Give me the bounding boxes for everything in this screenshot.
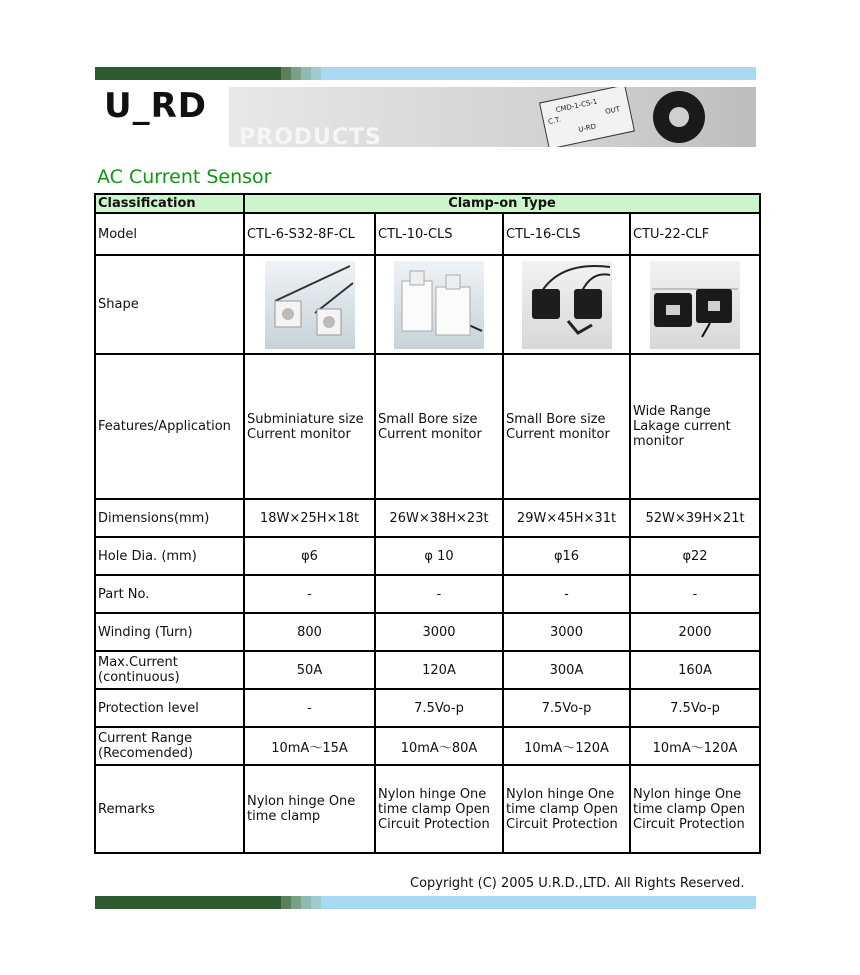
winding-cell: 2000 xyxy=(630,613,760,651)
classification-header: Classification xyxy=(95,194,244,213)
hole-cell: φ16 xyxy=(503,537,630,575)
clamp-on-type-header: Clamp-on Type xyxy=(244,194,760,213)
hole-cell: φ22 xyxy=(630,537,760,575)
range-cell: 10mA～80A xyxy=(375,727,503,765)
row-label: Features/Application xyxy=(95,354,244,499)
sensor-photo-ctl-6 xyxy=(265,261,355,349)
row-label: Dimensions(mm) xyxy=(95,499,244,537)
table-row xyxy=(95,354,760,499)
section-title: AC Current Sensor xyxy=(97,166,272,188)
max-current-cell: 160A xyxy=(630,651,760,689)
row-label: Model xyxy=(95,213,244,255)
hole-cell: φ6 xyxy=(244,537,375,575)
model-cell: CTL-10-CLS xyxy=(375,213,503,255)
remarks-cell: Nylon hinge One time clamp Open Circuit Protection xyxy=(503,765,630,853)
table-row xyxy=(95,651,760,689)
part-cell: - xyxy=(375,575,503,613)
table-row xyxy=(95,727,760,765)
max-current-cell: 300A xyxy=(503,651,630,689)
spec-table xyxy=(94,193,761,854)
dimensions-cell: 52W×39H×21t xyxy=(630,499,760,537)
dimensions-cell: 18W×25H×18t xyxy=(244,499,375,537)
table-row xyxy=(95,575,760,613)
model-cell: CTL-6-S32-8F-CL xyxy=(244,213,375,255)
remarks-cell: Nylon hinge One time clamp Open Circuit Protection xyxy=(375,765,503,853)
sensor-photo-ctl-16 xyxy=(522,261,612,349)
table-row xyxy=(95,213,760,255)
banner-sensor-box-image: CMD-1-CS-1 C.T. OUT U-RD xyxy=(539,87,635,147)
feature-cell: Subminiature size Current monitor xyxy=(244,354,375,499)
copyright-notice: Copyright (C) 2005 U.R.D.,LTD. All Rights Reserved. xyxy=(410,876,745,891)
table-row xyxy=(95,689,760,727)
dimensions-cell: 26W×38H×23t xyxy=(375,499,503,537)
table-header-row xyxy=(95,194,760,213)
sensor-photo-ctu-22 xyxy=(650,261,740,349)
feature-cell: Small Bore size Current monitor xyxy=(503,354,630,499)
row-label: Part No. xyxy=(95,575,244,613)
products-banner xyxy=(229,87,756,147)
winding-cell: 3000 xyxy=(503,613,630,651)
range-cell: 10mA～15A xyxy=(244,727,375,765)
protection-cell: 7.5Vo-p xyxy=(503,689,630,727)
row-label: Hole Dia. (mm) xyxy=(95,537,244,575)
winding-cell: 3000 xyxy=(375,613,503,651)
protection-cell: - xyxy=(244,689,375,727)
range-cell: 10mA～120A xyxy=(630,727,760,765)
model-cell: CTL-16-CLS xyxy=(503,213,630,255)
feature-cell: Small Bore size Current monitor xyxy=(375,354,503,499)
row-label: Max.Current (continuous) xyxy=(95,651,244,689)
max-current-cell: 120A xyxy=(375,651,503,689)
row-label: Winding (Turn) xyxy=(95,613,244,651)
row-label: Shape xyxy=(95,255,244,354)
max-current-cell: 50A xyxy=(244,651,375,689)
part-cell: - xyxy=(503,575,630,613)
winding-cell: 800 xyxy=(244,613,375,651)
table-row xyxy=(95,255,760,354)
remarks-cell: Nylon hinge One time clamp Open Circuit Protection xyxy=(630,765,760,853)
model-cell: CTU-22-CLF xyxy=(630,213,760,255)
dimensions-cell: 29W×45H×31t xyxy=(503,499,630,537)
banner-title: PRODUCTS xyxy=(239,125,382,147)
sensor-photo-ctl-10 xyxy=(394,261,484,349)
part-cell: - xyxy=(244,575,375,613)
protection-cell: 7.5Vo-p xyxy=(375,689,503,727)
row-label: Current Range (Recomended) xyxy=(95,727,244,765)
table-row xyxy=(95,613,760,651)
table-row xyxy=(95,765,760,853)
top-color-bar xyxy=(95,67,756,80)
table-row xyxy=(95,499,760,537)
row-label: Protection level xyxy=(95,689,244,727)
hole-cell: φ 10 xyxy=(375,537,503,575)
part-cell: - xyxy=(630,575,760,613)
remarks-cell: Nylon hinge One time clamp xyxy=(244,765,375,853)
feature-cell: Wide Range Lakage current monitor xyxy=(630,354,760,499)
row-label: Remarks xyxy=(95,765,244,853)
table-row xyxy=(95,537,760,575)
range-cell: 10mA～120A xyxy=(503,727,630,765)
banner-ring-sensor-image xyxy=(653,91,705,143)
protection-cell: 7.5Vo-p xyxy=(630,689,760,727)
company-logo: U_RD xyxy=(104,86,208,126)
bottom-color-bar xyxy=(95,896,756,909)
